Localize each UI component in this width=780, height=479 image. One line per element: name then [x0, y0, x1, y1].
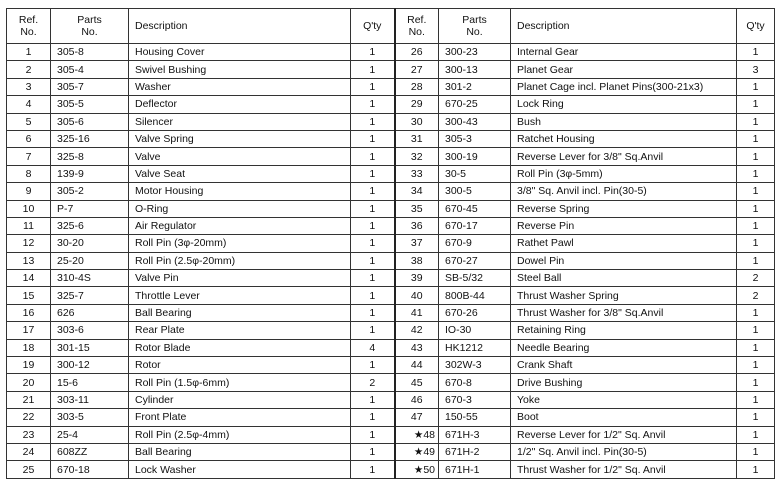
table-row — [7, 374, 775, 391]
part-number-cell: 303-6 — [51, 322, 129, 339]
part-number-cell: 670-18 — [51, 461, 129, 478]
description-header: Description — [511, 9, 737, 44]
qty-cell: 1 — [351, 287, 395, 304]
qty-header: Q'ty — [351, 9, 395, 44]
part-number-cell: 305-5 — [51, 96, 129, 113]
description-cell: Thrust Washer for 1/2" Sq. Anvil — [511, 461, 737, 478]
table-row — [7, 113, 775, 130]
qty-cell: 1 — [351, 461, 395, 478]
table-row — [7, 183, 775, 200]
ref-header: Ref. No. — [395, 9, 439, 44]
description-cell: Reverse Pin — [511, 217, 737, 234]
qty-cell: 1 — [351, 44, 395, 61]
description-cell: Rotor — [129, 357, 351, 374]
description-cell: Lock Ring — [511, 96, 737, 113]
ref-cell: 39 — [395, 270, 439, 287]
qty-cell: 1 — [351, 200, 395, 217]
part-number-cell: 325-7 — [51, 287, 129, 304]
qty-cell: 1 — [737, 183, 775, 200]
description-cell: Thrust Washer for 3/8" Sq.Anvil — [511, 304, 737, 321]
description-cell: Bush — [511, 113, 737, 130]
part-number-cell: 670-17 — [439, 217, 511, 234]
description-cell: Silencer — [129, 113, 351, 130]
description-cell: Planet Gear — [511, 61, 737, 78]
qty-cell: 1 — [351, 322, 395, 339]
description-cell: Rotor Blade — [129, 339, 351, 356]
description-cell: Rathet Pawl — [511, 235, 737, 252]
part-number-cell: 626 — [51, 304, 129, 321]
table-row — [7, 391, 775, 408]
ref-cell: 5 — [7, 113, 51, 130]
qty-cell: 1 — [737, 409, 775, 426]
qty-cell: 1 — [351, 78, 395, 95]
ref-cell: 22 — [7, 409, 51, 426]
table-row — [7, 357, 775, 374]
description-cell: Motor Housing — [129, 183, 351, 200]
qty-cell: 1 — [737, 391, 775, 408]
table-row — [7, 96, 775, 113]
ref-cell: 16 — [7, 304, 51, 321]
ref-cell: 4 — [7, 96, 51, 113]
ref-cell: 23 — [7, 426, 51, 443]
qty-cell: 1 — [737, 322, 775, 339]
description-cell: Valve Pin — [129, 270, 351, 287]
qty-cell: 1 — [351, 409, 395, 426]
table-row — [7, 339, 775, 356]
qty-cell: 1 — [737, 165, 775, 182]
ref-cell: 8 — [7, 165, 51, 182]
description-cell: Roll Pin (2.5φ-20mm) — [129, 252, 351, 269]
qty-cell: 1 — [737, 426, 775, 443]
part-number-cell: 325-6 — [51, 217, 129, 234]
ref-cell: 10 — [7, 200, 51, 217]
part-number-cell: 800B-44 — [439, 287, 511, 304]
part-number-cell: 305-3 — [439, 130, 511, 147]
part-number-cell: 325-16 — [51, 130, 129, 147]
ref-cell: 45 — [395, 374, 439, 391]
qty-cell: 1 — [737, 235, 775, 252]
part-number-cell: 670-8 — [439, 374, 511, 391]
part-number-cell: SB-5/32 — [439, 270, 511, 287]
qty-cell: 1 — [737, 78, 775, 95]
description-cell: Roll Pin (2.5φ-4mm) — [129, 426, 351, 443]
qty-cell: 1 — [351, 183, 395, 200]
qty-cell: 1 — [351, 148, 395, 165]
part-number-cell: 303-11 — [51, 391, 129, 408]
ref-cell: 26 — [395, 44, 439, 61]
ref-cell: 20 — [7, 374, 51, 391]
description-cell: Reverse Lever for 3/8" Sq.Anvil — [511, 148, 737, 165]
description-cell: Deflector — [129, 96, 351, 113]
part-number-cell: 139-9 — [51, 165, 129, 182]
part-number-cell: 305-4 — [51, 61, 129, 78]
part-number-cell: 300-43 — [439, 113, 511, 130]
description-cell: Needle Bearing — [511, 339, 737, 356]
qty-cell: 1 — [351, 443, 395, 460]
ref-cell: 13 — [7, 252, 51, 269]
part-number-cell: 25-4 — [51, 426, 129, 443]
part-number-cell: 301-2 — [439, 78, 511, 95]
qty-cell: 1 — [351, 235, 395, 252]
description-cell: Steel Ball — [511, 270, 737, 287]
ref-cell: 42 — [395, 322, 439, 339]
description-cell: Dowel Pin — [511, 252, 737, 269]
qty-cell: 1 — [351, 426, 395, 443]
description-cell: Cylinder — [129, 391, 351, 408]
qty-cell: 1 — [737, 374, 775, 391]
qty-cell: 1 — [351, 304, 395, 321]
qty-cell: 1 — [351, 130, 395, 147]
qty-header: Q'ty — [737, 9, 775, 44]
ref-cell: 27 — [395, 61, 439, 78]
description-cell: Roll Pin (3φ-5mm) — [511, 165, 737, 182]
ref-cell: 11 — [7, 217, 51, 234]
qty-cell: 1 — [737, 96, 775, 113]
ref-cell: 15 — [7, 287, 51, 304]
table-row — [7, 78, 775, 95]
ref-cell: 28 — [395, 78, 439, 95]
qty-cell: 2 — [351, 374, 395, 391]
description-cell: Valve — [129, 148, 351, 165]
ref-cell: 41 — [395, 304, 439, 321]
table-row — [7, 304, 775, 321]
description-cell: 3/8" Sq. Anvil incl. Pin(30-5) — [511, 183, 737, 200]
ref-cell: 1 — [7, 44, 51, 61]
ref-cell: 37 — [395, 235, 439, 252]
part-number-cell: 310-4S — [51, 270, 129, 287]
part-number-cell: 671H-2 — [439, 443, 511, 460]
ref-cell: 12 — [7, 235, 51, 252]
ref-cell: 40 — [395, 287, 439, 304]
ref-cell: 6 — [7, 130, 51, 147]
description-header: Description — [129, 9, 351, 44]
part-number-cell: 30-5 — [439, 165, 511, 182]
description-cell: Ball Bearing — [129, 304, 351, 321]
qty-cell: 1 — [737, 113, 775, 130]
ref-cell: 30 — [395, 113, 439, 130]
ref-cell: 43 — [395, 339, 439, 356]
table-row — [7, 252, 775, 269]
ref-cell: 25 — [7, 461, 51, 478]
table-row — [7, 148, 775, 165]
description-cell: Valve Seat — [129, 165, 351, 182]
description-cell: Roll Pin (1.5φ-6mm) — [129, 374, 351, 391]
ref-cell: 9 — [7, 183, 51, 200]
ref-cell: 7 — [7, 148, 51, 165]
part-number-cell: 301-15 — [51, 339, 129, 356]
table-row — [7, 409, 775, 426]
part-number-cell: 300-5 — [439, 183, 511, 200]
ref-cell: ★50 — [395, 461, 439, 478]
table-row — [7, 130, 775, 147]
table-row — [7, 200, 775, 217]
qty-cell: 1 — [351, 252, 395, 269]
part-number-cell: 671H-1 — [439, 461, 511, 478]
qty-cell: 1 — [737, 304, 775, 321]
qty-cell: 1 — [737, 252, 775, 269]
parts-table — [6, 8, 775, 479]
description-cell: Swivel Bushing — [129, 61, 351, 78]
qty-cell: 1 — [737, 443, 775, 460]
description-cell: Washer — [129, 78, 351, 95]
description-cell: 1/2" Sq. Anvil incl. Pin(30-5) — [511, 443, 737, 460]
description-cell: Reverse Spring — [511, 200, 737, 217]
part-number-cell: 300-12 — [51, 357, 129, 374]
part-number-cell: HK1212 — [439, 339, 511, 356]
part-number-cell: 300-23 — [439, 44, 511, 61]
part-number-cell: 305-7 — [51, 78, 129, 95]
header-row — [7, 9, 775, 44]
ref-cell: 44 — [395, 357, 439, 374]
description-cell: O-Ring — [129, 200, 351, 217]
part-number-cell: 671H-3 — [439, 426, 511, 443]
description-cell: Throttle Lever — [129, 287, 351, 304]
part-number-cell: 670-26 — [439, 304, 511, 321]
qty-cell: 1 — [737, 200, 775, 217]
table-row — [7, 426, 775, 443]
ref-cell: 46 — [395, 391, 439, 408]
ref-cell: 31 — [395, 130, 439, 147]
part-number-cell: 15-6 — [51, 374, 129, 391]
qty-cell: 3 — [737, 61, 775, 78]
qty-cell: 1 — [351, 357, 395, 374]
ref-cell: ★48 — [395, 426, 439, 443]
description-cell: Ball Bearing — [129, 443, 351, 460]
part-number-cell: 670-27 — [439, 252, 511, 269]
description-cell: Housing Cover — [129, 44, 351, 61]
ref-cell: 36 — [395, 217, 439, 234]
ref-cell: 24 — [7, 443, 51, 460]
qty-cell: 1 — [351, 113, 395, 130]
qty-cell: 1 — [737, 44, 775, 61]
part-number-cell: 300-13 — [439, 61, 511, 78]
part-number-cell: 305-6 — [51, 113, 129, 130]
table-row — [7, 44, 775, 61]
table-row — [7, 217, 775, 234]
qty-cell: 1 — [351, 270, 395, 287]
part-number-cell: 150-55 — [439, 409, 511, 426]
ref-cell: 29 — [395, 96, 439, 113]
qty-cell: 1 — [351, 61, 395, 78]
parts-header: Parts No. — [439, 9, 511, 44]
qty-cell: 1 — [351, 217, 395, 234]
ref-cell: 2 — [7, 61, 51, 78]
qty-cell: 1 — [737, 357, 775, 374]
ref-cell: 18 — [7, 339, 51, 356]
part-number-cell: 305-8 — [51, 44, 129, 61]
table-row — [7, 443, 775, 460]
part-number-cell: IO-30 — [439, 322, 511, 339]
part-number-cell: 670-45 — [439, 200, 511, 217]
qty-cell: 2 — [737, 270, 775, 287]
qty-cell: 1 — [351, 96, 395, 113]
qty-cell: 1 — [737, 217, 775, 234]
part-number-cell: 670-25 — [439, 96, 511, 113]
table-row — [7, 235, 775, 252]
part-number-cell: 302W-3 — [439, 357, 511, 374]
ref-header: Ref. No. — [7, 9, 51, 44]
part-number-cell: 325-8 — [51, 148, 129, 165]
description-cell: Crank Shaft — [511, 357, 737, 374]
ref-cell: 17 — [7, 322, 51, 339]
qty-cell: 1 — [737, 148, 775, 165]
ref-cell: 33 — [395, 165, 439, 182]
description-cell: Roll Pin (3φ-20mm) — [129, 235, 351, 252]
description-cell: Drive Bushing — [511, 374, 737, 391]
table-row — [7, 61, 775, 78]
part-number-cell: 303-5 — [51, 409, 129, 426]
ref-cell: 35 — [395, 200, 439, 217]
qty-cell: 4 — [351, 339, 395, 356]
ref-cell: 34 — [395, 183, 439, 200]
description-cell: Air Regulator — [129, 217, 351, 234]
part-number-cell: 608ZZ — [51, 443, 129, 460]
part-number-cell: 30-20 — [51, 235, 129, 252]
ref-cell: 38 — [395, 252, 439, 269]
description-cell: Ratchet Housing — [511, 130, 737, 147]
parts-table-body — [7, 44, 775, 479]
part-number-cell: 670-3 — [439, 391, 511, 408]
ref-cell: 14 — [7, 270, 51, 287]
part-number-cell: 670-9 — [439, 235, 511, 252]
ref-cell: 21 — [7, 391, 51, 408]
part-number-cell: 300-19 — [439, 148, 511, 165]
ref-cell: 47 — [395, 409, 439, 426]
qty-cell: 1 — [351, 391, 395, 408]
description-cell: Rear Plate — [129, 322, 351, 339]
description-cell: Planet Cage incl. Planet Pins(300-21x3) — [511, 78, 737, 95]
ref-cell: 3 — [7, 78, 51, 95]
parts-header: Parts No. — [51, 9, 129, 44]
part-number-cell: P-7 — [51, 200, 129, 217]
description-cell: Yoke — [511, 391, 737, 408]
qty-cell: 1 — [737, 461, 775, 478]
description-cell: Valve Spring — [129, 130, 351, 147]
ref-cell: 19 — [7, 357, 51, 374]
part-number-cell: 305-2 — [51, 183, 129, 200]
parts-list-sheet — [6, 8, 775, 479]
description-cell: Reverse Lever for 1/2" Sq. Anvil — [511, 426, 737, 443]
table-row — [7, 322, 775, 339]
description-cell: Front Plate — [129, 409, 351, 426]
description-cell: Internal Gear — [511, 44, 737, 61]
ref-cell: ★49 — [395, 443, 439, 460]
description-cell: Lock Washer — [129, 461, 351, 478]
qty-cell: 1 — [737, 130, 775, 147]
qty-cell: 1 — [737, 339, 775, 356]
table-row — [7, 287, 775, 304]
description-cell: Boot — [511, 409, 737, 426]
part-number-cell: 25-20 — [51, 252, 129, 269]
qty-cell: 2 — [737, 287, 775, 304]
table-row — [7, 165, 775, 182]
description-cell: Thrust Washer Spring — [511, 287, 737, 304]
table-row — [7, 270, 775, 287]
ref-cell: 32 — [395, 148, 439, 165]
description-cell: Retaining Ring — [511, 322, 737, 339]
qty-cell: 1 — [351, 165, 395, 182]
